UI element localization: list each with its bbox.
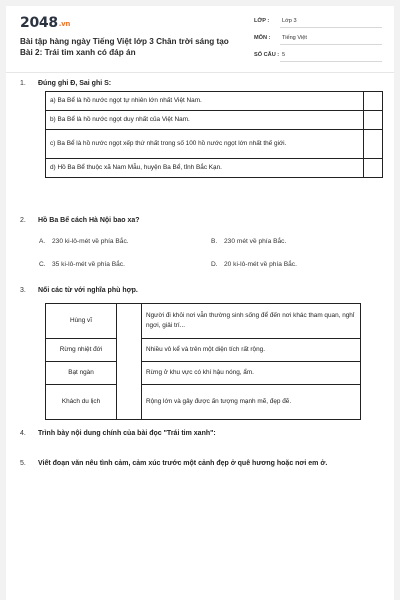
meta-count-value: 5: [282, 52, 286, 58]
option-d[interactable]: [211, 261, 297, 268]
answer-box-c[interactable]: [364, 130, 383, 159]
question-2-text: Hồ Ba Bể cách Hà Nội bao xa?: [38, 217, 140, 224]
meta-grade-label: LỚP :: [254, 18, 270, 24]
statement-a: a) Ba Bể là hồ nước ngọt tự nhiên lớn nhất Việt Nam.: [46, 92, 364, 111]
term-cell[interactable]: Rừng nhiệt đới: [46, 339, 117, 362]
definition-cell[interactable]: Người đi khỏi nơi vẫn thường sinh sống để đến nơi khác tham quan, nghỉ ngơi, giải trí...: [142, 304, 361, 339]
meta-grade-value: Lớp 3: [282, 18, 297, 24]
term-cell[interactable]: Bạt ngàn: [46, 362, 117, 385]
term-cell[interactable]: Khách du lịch: [46, 385, 117, 420]
question-2-number: 2.: [20, 217, 26, 224]
table-row: [46, 159, 383, 178]
option-c[interactable]: [39, 261, 125, 268]
table-row: [46, 304, 361, 339]
question-5-number: 5.: [20, 460, 26, 467]
meta-subject: [254, 33, 382, 45]
option-text: 20 ki-lô-mét về phía Bắc.: [224, 261, 297, 268]
question-1-number: 1.: [20, 80, 26, 87]
question-4-number: 4.: [20, 430, 26, 437]
question-5-text: Viết đoạn văn nêu tình cảm, cảm xúc trước một cảnh đẹp ở quê hương hoặc nơi em ở.: [38, 460, 328, 467]
meta-divider: [280, 27, 382, 28]
option-a[interactable]: [39, 238, 129, 245]
answer-box-a[interactable]: [364, 92, 383, 111]
definition-cell[interactable]: Nhiều vô kể và trên một diện tích rất rộng.: [142, 339, 361, 362]
table-row: [46, 130, 383, 159]
option-text: 35 ki-lô-mét về phía Bắc.: [52, 261, 125, 268]
table-row: [46, 385, 361, 420]
logo-main-text: 2048: [20, 15, 58, 31]
option-letter: C.: [39, 261, 46, 268]
table-row: [46, 339, 361, 362]
option-letter: D.: [211, 261, 218, 268]
option-text: 230 ki-lô-mét về phía Bắc.: [52, 238, 129, 245]
meta-divider: [280, 44, 382, 45]
option-text: 230 mét về phía Bắc.: [224, 238, 287, 245]
worksheet-page: [6, 6, 394, 600]
meta-grade: [254, 16, 382, 28]
option-letter: A.: [39, 238, 46, 245]
meta-count-label: SỐ CÂU :: [254, 52, 280, 58]
table-row: [46, 111, 383, 130]
question-1-text: Đúng ghi Đ, Sai ghi S:: [38, 80, 112, 87]
question-3-number: 3.: [20, 287, 26, 294]
definition-cell[interactable]: Rộng lớn và gây được ấn tượng mạnh mẽ, đẹp đẽ.: [142, 385, 361, 420]
table-row: [46, 92, 383, 111]
meta-subject-value: Tiếng Việt: [282, 35, 307, 41]
statement-d: d) Hồ Ba Bể thuộc xã Nam Mẫu, huyện Ba Bể, tỉnh Bắc Kạn.: [46, 159, 364, 178]
logo-sub-text: .vn: [58, 20, 71, 28]
worksheet-header: [6, 6, 394, 73]
meta-subject-label: MÔN :: [254, 35, 271, 41]
document-title: Bài tập hàng ngày Tiếng Việt lớp 3 Chân trời sáng tạo Bài 2: Trái tim xanh có đáp án: [20, 37, 229, 57]
meta-question-count: [254, 50, 382, 62]
question-3-text: Nối các từ với nghĩa phù hợp.: [38, 287, 138, 294]
option-b[interactable]: [211, 238, 286, 245]
table-row: [46, 362, 361, 385]
site-logo[interactable]: [20, 15, 70, 31]
meta-divider: [280, 61, 382, 62]
connection-area[interactable]: [117, 304, 142, 420]
statement-b: b) Ba Bể là hồ nước ngọt duy nhất của Việt Nam.: [46, 111, 364, 130]
answer-box-b[interactable]: [364, 111, 383, 130]
definition-cell[interactable]: Rừng ở khu vực có khí hậu nóng, ẩm.: [142, 362, 361, 385]
answer-box-d[interactable]: [364, 159, 383, 178]
question-4-text: Trình bày nội dung chính của bài đọc "Trái tim xanh":: [38, 430, 216, 437]
matching-table: [45, 303, 361, 420]
option-letter: B.: [211, 238, 218, 245]
term-cell[interactable]: Hùng vĩ: [46, 304, 117, 339]
true-false-table: [45, 91, 383, 178]
statement-c: c) Ba Bể là hồ nước ngọt xếp thứ nhất trong số 100 hồ nước ngọt lớn nhất thế giới.: [46, 130, 364, 159]
